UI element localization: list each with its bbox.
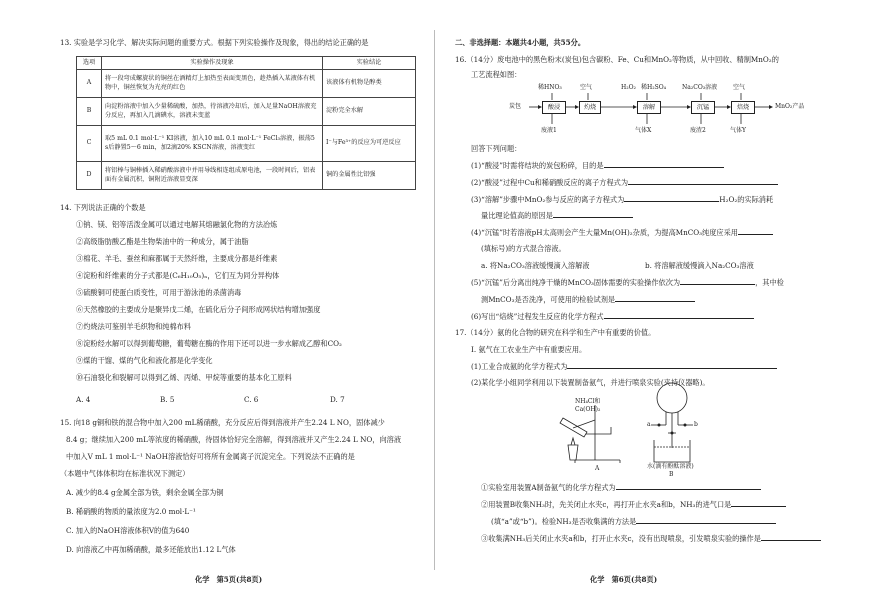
table-header: 实验操作及现象 <box>102 57 323 70</box>
reagent-label: 稀HNO₃ <box>538 84 562 91</box>
q17-subheading: Ⅰ. 氨气在工农业生产中有重要应用。 <box>471 345 587 354</box>
q17-item-2b: (填“a”或“b”)。检验NH₃是否收集满的方法是 <box>491 517 776 526</box>
right-page <box>435 0 870 599</box>
reagent-label: 空气 <box>733 84 746 91</box>
table-header: 实验结论 <box>323 57 416 70</box>
q15-option-b: B. 稀硝酸的物质的量浓度为2.0 mol·L⁻¹ <box>66 507 196 516</box>
q14-item: ⑨煤的干馏、煤的气化和液化都是化学变化 <box>76 356 213 365</box>
q16-part-4b: (填标号)的方式混合溶液。 <box>481 244 566 253</box>
q15-stem-line: 8.4 g；继续加入200 mL等浓度的稀硝酸，待固体恰好完全溶解，得到溶液并又产生2.24 L NO，向溶液 <box>66 435 402 444</box>
q15-option-a: A. 减少的8.4 g金属全部为铁，剩余金属全部为铜 <box>66 488 224 497</box>
q14-option-d: D. 7 <box>330 395 345 404</box>
q16-part-2: (2)“酸浸”过程中Cu和稀硝酸反应的离子方程式为 <box>471 178 778 187</box>
q14-stem: 14. 下列说法正确的个数是 <box>60 203 146 212</box>
flow-step-box: 沉锰 <box>691 101 715 114</box>
table-cell: 将一段弯成螺旋状的铜丝在酒精灯上加热至表面变黑色，趁热插入某液体有机物中，铜丝恢复为光亮的红色 <box>102 70 323 98</box>
flow-step-box: 溶解 <box>637 101 661 114</box>
table-cell: D <box>77 162 102 190</box>
flow-output-label: 废渣2 <box>690 127 706 134</box>
flow-output-label: 气体Y <box>730 127 746 134</box>
q15-stem-line: 中加入V mL 1 mol·L⁻¹ NaOH溶液恰好可将所有金属离子沉淀完全。下列说法不正确的是 <box>66 452 355 461</box>
q13-table <box>76 56 416 190</box>
answer-blank[interactable] <box>616 483 761 490</box>
flow-output-label: 废液1 <box>541 127 557 134</box>
q16-part-3: (3)“溶解”步骤中MnO₂参与反应的离子方程式为 H₂O₂的实际消耗 <box>471 195 774 204</box>
figure-label-a: A <box>595 465 600 472</box>
q15-option-c: C. 加入的NaOH溶液体积V的值为640 <box>66 526 190 535</box>
flow-step-box: 焙烧 <box>731 101 755 114</box>
flow-product-label: MnO₂产品 <box>775 103 805 110</box>
q16-stem-line: 16.（14分）废电池中的黑色粉末(炭包)包含碳粉、Fe、Cu和MnO₂等物质，从中回收、精制MnO₂的 <box>455 55 779 64</box>
reagent-label: Na₂CO₃溶液 <box>682 84 718 91</box>
tap-b-label: b <box>694 421 698 428</box>
reagent-label: NH₄Cl和 Ca(OH)₂ <box>575 398 601 413</box>
tap-a-label: a <box>647 421 651 428</box>
q14-item: ⑧淀粉经水解可以得到葡萄糖，葡萄糖在酶的作用下还可以进一步水解成乙醇和CO₂ <box>76 339 342 348</box>
answer-intro: 回答下列问题： <box>471 144 522 153</box>
table-cell: 淀粉完全水解 <box>323 98 416 126</box>
q14-item: ⑩石油裂化和裂解可以得到乙烯、丙烯、甲烷等重要的基本化工原料 <box>76 373 292 382</box>
q16-stem-line: 工艺流程如图： <box>471 70 522 79</box>
table-cell: 向淀粉溶液中加入少量稀硫酸，加热，待溶液冷却后，加入足量NaOH溶液充分反应，再加入几滴碘水，溶液未变蓝 <box>102 98 323 126</box>
answer-blank[interactable] <box>636 517 776 524</box>
reagent-label: 空气 <box>580 84 593 91</box>
page-footer: 化学 第6页(共8页) <box>590 575 658 584</box>
table-cell: 取5 mL 0.1 mol·L⁻¹ KI溶液，加入10 mL 0.1 mol·L⁻¹ FeCl₃溶液，振荡5 s后静置5～6 min，加2滴20% KSCN溶液，溶液变红 <box>102 126 323 162</box>
q17-item-2: ②用装置B收集NH₃时，先关闭止水夹c，再打开止水夹a和b，NH₃的进气口是 <box>481 500 786 509</box>
table-header: 选项 <box>77 57 102 70</box>
q17-part-1: (1)工业合成氨的化学方程式为 <box>471 362 777 371</box>
q16-part-3b: 量比理论值高的原因是 <box>481 211 633 220</box>
q14-item: ③棉花、羊毛、蚕丝和麻都属于天然纤维，主要成分都是纤维素 <box>76 254 278 263</box>
q16-part-4: (4)“沉锰”时若溶液pH太高则会产生大量Mn(OH)₂杂质，为提高MnCO₃纯度应采用 <box>471 228 773 237</box>
table-cell: B <box>77 98 102 126</box>
q14-item: ⑦灼烧法可鉴别羊毛织物和纯棉布料 <box>76 322 192 331</box>
q15-option-d: D. 向溶液乙中再加稀硝酸，最多还能放出1.12 L气体 <box>66 545 236 554</box>
q16-part-5: (5)“沉锰”后分离出纯净干燥的MnCO₃固体需要的实验操作依次为 ，其中检 <box>471 278 784 287</box>
reagent-label: H₂O₂ <box>621 84 636 91</box>
q14-option-c: C. 6 <box>244 395 259 404</box>
flask-caption: 水(滴有酚酞溶液) <box>647 463 694 470</box>
q16-option-a: a. 将Na₂CO₃溶液缓慢滴入溶解液 <box>481 261 590 270</box>
flow-step-box: 灼烧 <box>579 101 601 114</box>
apparatus-drawing <box>435 0 870 480</box>
answer-blank[interactable] <box>761 534 821 541</box>
table-cell: 该液体有机物是醇类 <box>323 70 416 98</box>
q15-note: （本题中气体体积均在标准状况下测定） <box>60 469 190 478</box>
q17-part-2: (2)某化学小组同学利用以下装置制备氨气，并进行喷泉实验(夹持仪器略)。 <box>471 378 710 387</box>
q17-item-1: ①实验室用装置A制备氨气的化学方程式为 <box>481 483 761 492</box>
q14-option-b: B. 5 <box>160 395 175 404</box>
table-row <box>77 126 416 162</box>
table-cell: 将铝棒与铜棒插入稀硝酸溶液中并用导线相连组成原电池，一段时间后，铝表面有金属沉积，铜附近溶液显变深 <box>102 162 323 190</box>
figure-label-b: B <box>669 471 674 478</box>
table-row <box>77 70 416 98</box>
section-title: 二、非选择题：本题共4小题，共55分。 <box>455 38 586 47</box>
table-row <box>77 98 416 126</box>
q16-part-6: (6)写出“焙烧”过程发生反应的化学方程式 <box>471 312 754 321</box>
flow-step-box: 酸浸 <box>542 101 566 114</box>
q16-option-b: b. 将溶解液缓慢滴入Na₂CO₃溶液 <box>645 261 754 270</box>
table-row <box>77 162 416 190</box>
q16-part-1: (1)“酸浸”时需将结块的炭包粉碎，目的是 <box>471 161 724 170</box>
q16-part-5b: 测MnCO₃是否洗净，可使用的检验试剂是 <box>481 295 695 304</box>
q14-item: ⑤硫酸铜可使蛋白质变性，可用于游泳池的杀菌消毒 <box>76 288 242 297</box>
q13-stem: 13. 实验是学习化学、解决实际问题的重要方式。根据下列实验操作及现象，得出的结论正确的是 <box>60 38 369 47</box>
q15-stem-line: 15. 向18 g铜和铁的混合物中加入200 mL稀硝酸，充分反应后得到溶液并产生2.24 L NO，固体减少 <box>60 418 385 427</box>
reagent-label: 稀H₂SO₄ <box>641 84 667 91</box>
q14-item: ②高级脂肪酸乙酯是生物柴油中的一种成分，属于油脂 <box>76 237 249 246</box>
answer-blank[interactable] <box>731 500 786 507</box>
table-header-row <box>77 57 416 70</box>
flow-output-label: 气体X <box>635 127 652 134</box>
table-cell: C <box>77 126 102 162</box>
q14-item: ①钠、镁、铝等活泼金属可以通过电解其熔融氯化物的方法冶炼 <box>76 220 278 229</box>
q14-item: ④淀粉和纤维素的分子式都是(C₆H₁₀O₅)ₙ，它们互为同分异构体 <box>76 271 280 280</box>
q14-option-a: A. 4 <box>76 395 91 404</box>
q17-item-3: ③收集满NH₃后关闭止水夹a和b，打开止水夹c，没有出现喷泉，引发喷泉实验的操作是 <box>481 534 821 543</box>
page-footer: 化学 第5页(共8页) <box>195 575 263 584</box>
table-cell: A <box>77 70 102 98</box>
q14-item: ⑥天然橡胶的主要成分是聚异戊二烯，在硫化后分子间形成网状结构增加强度 <box>76 305 321 314</box>
table-cell: I⁻与Fe³⁺的反应为可逆反应 <box>323 126 416 162</box>
q17-stem: 17.（14分）氨的化合物的研究在科学和生产中有重要的价值。 <box>455 328 656 337</box>
table-cell: 铜的金属性比铝强 <box>323 162 416 190</box>
flow-input-label: 炭包 <box>509 103 522 110</box>
